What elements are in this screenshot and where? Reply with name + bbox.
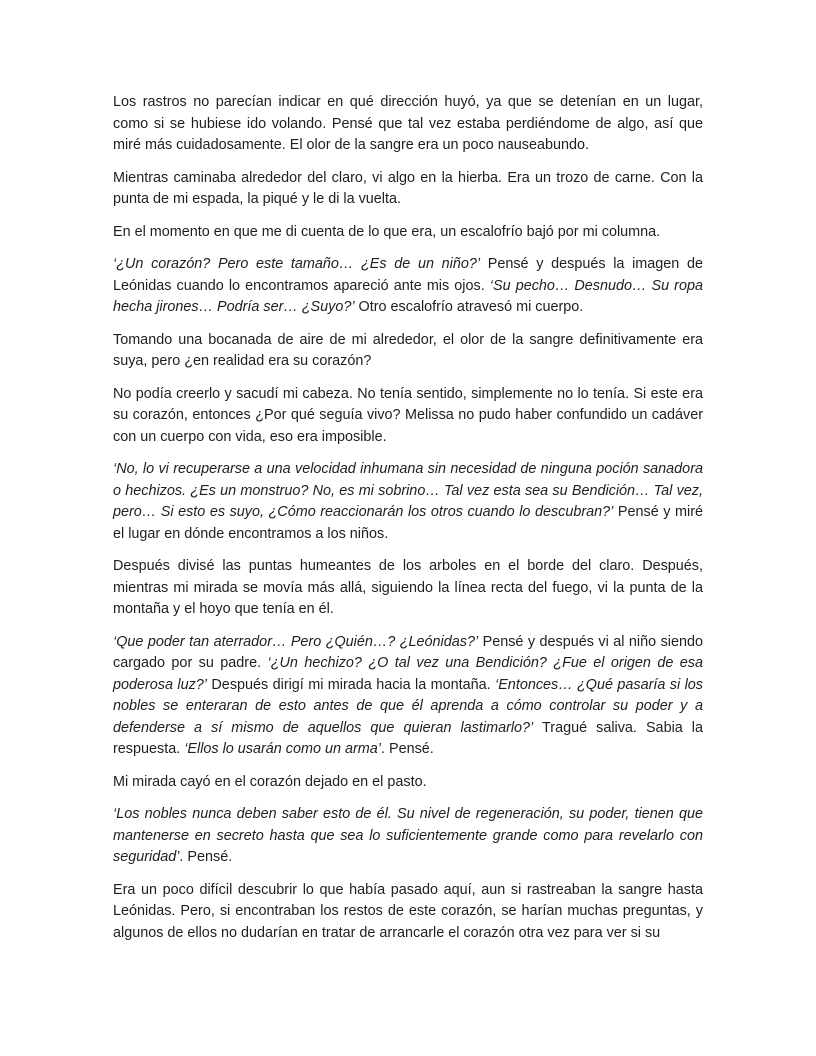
body-text: Otro escalofrío atravesó mi cuerpo.	[354, 299, 584, 315]
italic-thought-text: ‘Que poder tan aterrador… Pero ¿Quién…? ¿Leónidas?’	[113, 633, 479, 650]
body-text: Después dirigí mi mirada hacia la montaña.	[207, 676, 496, 693]
paragraph-2	[113, 168, 703, 211]
body-text: Mientras caminaba alrededor del claro, vi algo en la hierba. Era un trozo de carne. Con la punta de mi espada, la piqué y le di la vuelta.	[113, 169, 703, 207]
italic-thought-text: ‘Entonces… ¿Qué pasaría si los nobles se enteraran de esto antes de que él aprenda a cómo controlar su poder y a defenderse a sí mismo de aquellos que quieran lastimarlo?’	[113, 676, 703, 736]
paragraph-11	[113, 804, 703, 869]
paragraph-5	[113, 330, 703, 373]
paragraph-12	[113, 880, 703, 945]
body-text: . Pensé.	[179, 849, 233, 865]
paragraph-10	[113, 772, 703, 794]
paragraph-6	[113, 384, 703, 449]
body-text: Mi mirada cayó en el corazón dejado en el pasto.	[113, 773, 427, 790]
paragraph-3	[113, 222, 703, 244]
paragraph-4	[113, 254, 703, 319]
body-text: Pensé y después vi al niño siendo cargado por su padre.	[113, 633, 703, 671]
body-text: No podía creerlo y sacudí mi cabeza. No tenía sentido, simplemente no lo tenía. Si este era su corazón, entonces ¿Por qué seguía vivo? Melissa no pudo haber confundido un cadáver con un cuerpo con vida, eso era imposible.	[113, 385, 703, 445]
body-text: Tragué saliva. Sabia la respuesta.	[113, 719, 704, 757]
body-text: Pensé y miré el lugar en dónde encontramos a los niños.	[113, 504, 703, 542]
paragraph-8	[113, 556, 703, 621]
body-text: . Pensé.	[380, 741, 434, 757]
italic-thought-text: ‘Los nobles nunca deben saber esto de él. Su nivel de regeneración, su poder, tienen que mantenerse en secreto hasta que sea lo suficientemente grande como para revelarlo con seguridad’	[113, 806, 703, 865]
paragraph-9	[113, 632, 703, 761]
body-text: Después divisé las puntas humeantes de los arboles en el borde del claro. Después, mientras mi mirada se movía más allá, siguiendo la línea recta del fuego, vi la punta de la montaña y el hoyo que tenía en él.	[113, 558, 703, 617]
body-text: Era un poco difícil descubrir lo que había pasado aquí, aun si rastreaban la sangre hasta Leónidas. Pero, si encontraban los restos de este corazón, se harían muchas preguntas, y algunos de ellos no dudarían en tratar de arrancarle el corazón otra vez para ver si su	[113, 881, 703, 941]
paragraph-1	[113, 92, 703, 157]
italic-thought-text: ‘Su pecho… Desnudo… Su ropa hecha jirones… Podría ser… ¿Suyo?’	[113, 277, 703, 315]
body-text: Los rastros no parecían indicar en qué dirección huyó, ya que se detenían en un lugar, como si se hubiese ido volando. Pensé que tal vez estaba perdiéndome de algo, así que miré más cuidadosamente. El olor de la sangre era un poco nauseabundo.	[113, 94, 703, 153]
italic-thought-text: ‘Ellos lo usarán como un arma’	[184, 741, 381, 757]
italic-thought-text: ‘¿Un corazón? Pero este tamaño… ¿Es de un niño?’	[113, 256, 481, 272]
document-page	[113, 92, 703, 955]
body-text: En el momento en que me di cuenta de lo que era, un escalofrío bajó por mi columna.	[113, 223, 661, 240]
italic-thought-text: ‘No, lo vi recuperarse a una velocidad inhumana sin necesidad de ninguna poción sanadora o hechizos. ¿Es un monstruo? No, es mi sobrino… Tal vez esta sea su Bendición… Tal vez, pero… Si esto es suyo, ¿Cómo reaccionarán los otros cuando lo descubran?’	[113, 461, 703, 520]
body-text: Tomando una bocanada de aire de mi alrededor, el olor de la sangre definitivamente era suya, pero ¿en realidad era su corazón?	[113, 331, 703, 369]
paragraph-7	[113, 459, 703, 545]
italic-thought-text: ‘¿Un hechizo? ¿O tal vez una Bendición? ¿Fue el origen de esa poderosa luz?’	[113, 655, 703, 693]
body-text: Pensé y después la imagen de Leónidas cuando lo encontramos apareció ante mis ojos.	[113, 256, 703, 294]
